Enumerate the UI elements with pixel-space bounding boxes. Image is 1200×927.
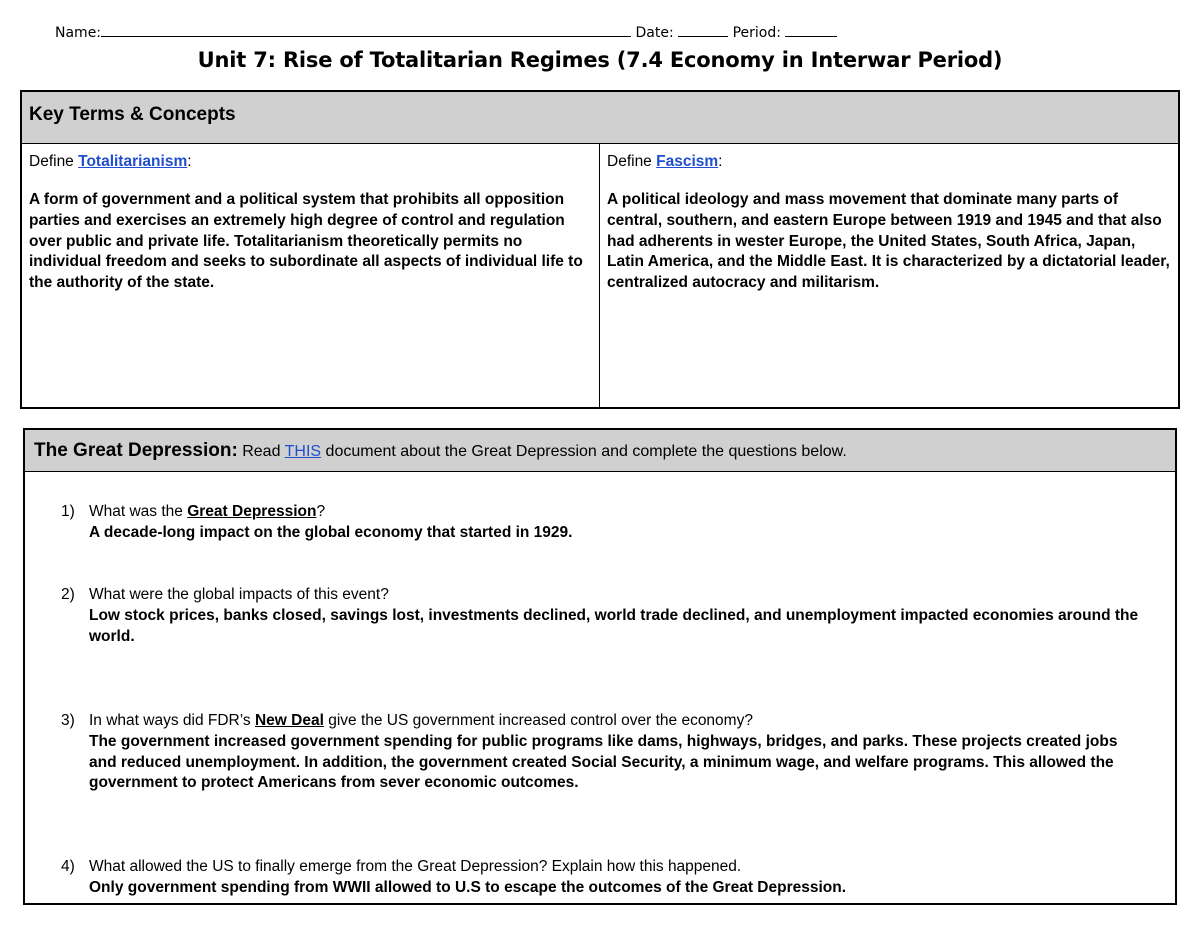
great-depression-header — [25, 430, 1175, 472]
this-document-link[interactable]: THIS — [284, 443, 322, 460]
question-1 — [61, 502, 1141, 544]
answer-text: A decade-long impact on the global economy that started in 1929. — [89, 523, 573, 541]
question-text — [89, 857, 1141, 878]
question-number: 2) — [61, 586, 75, 603]
student-info-line — [55, 22, 837, 41]
question-prefix: What were the global impacts of this event? — [89, 586, 389, 603]
great-depression-term: Great Depression — [187, 503, 317, 520]
answer-text: Only government spending from WWII allowed to U.S to escape the outcomes of the Great Depression. — [89, 878, 847, 896]
question-number: 1) — [61, 503, 75, 520]
question-suffix: give the US government increased control over the economy? — [323, 712, 753, 729]
question-text — [89, 585, 1141, 606]
page-title: Unit 7: Rise of Totalitarian Regimes (7.4 Economy in Interwar Period) — [197, 48, 1003, 72]
period-field[interactable] — [785, 22, 837, 37]
date-label: Date: — [635, 25, 674, 41]
totalitarianism-label — [29, 153, 592, 171]
question-text — [89, 502, 1141, 523]
answer-text: Low stock prices, banks closed, savings lost, investments declined, world trade declined, and unemployment impacted economies around the world. — [89, 606, 1139, 645]
fascism-label — [607, 153, 1171, 171]
great-depression-heading: The Great Depression: — [34, 440, 238, 461]
fascism-link[interactable]: Fascism — [656, 153, 719, 170]
new-deal-term: New Deal — [254, 712, 324, 729]
question-suffix: ? — [316, 503, 326, 520]
question-number: 3) — [61, 712, 75, 729]
date-field[interactable] — [678, 22, 728, 37]
instruction-suffix: document about the Great Depression and complete the questions below. — [321, 443, 847, 460]
fascism-definition: A political ideology and mass movement that dominate many parts of central, southern, and eastern Europe between 1919 and 1945 and that also had adherents in wester Europe, the United States, South Africa, Japan, Latin America, and the Middle East. It is characterized by a dictatorial leader, centralized autocracy and militarism. — [607, 191, 1170, 292]
question-4 — [61, 857, 1141, 899]
instruction-prefix: Read — [237, 443, 285, 460]
question-text — [89, 711, 1141, 732]
name-field[interactable] — [101, 22, 631, 37]
question-prefix: What was the — [89, 503, 188, 520]
question-2 — [61, 585, 1141, 647]
question-3 — [61, 711, 1141, 794]
question-prefix: In what ways did FDR’s — [89, 712, 255, 729]
period-label: Period: — [732, 25, 781, 41]
totalitarianism-cell — [22, 144, 600, 407]
totalitarianism-link[interactable]: Totalitarianism — [78, 153, 188, 170]
totalitarianism-definition: A form of government and a political system that prohibits all opposition parties and exercises an extremely high degree of control and regulation over public and private life. Totalitarianism theoretically permits no individual freedom and seeks to subordinate all aspects of individual life to the authority of the state. — [29, 191, 583, 292]
define-suffix: : — [187, 153, 192, 170]
fascism-cell — [600, 144, 1178, 407]
key-terms-columns — [22, 144, 1178, 407]
great-depression-box — [23, 428, 1177, 905]
define-prefix: Define — [607, 153, 657, 170]
question-prefix: What allowed the US to finally emerge from the Great Depression? Explain how this happened. — [89, 858, 742, 875]
name-label: Name: — [55, 25, 102, 41]
question-number: 4) — [61, 858, 75, 875]
answer-text: The government increased government spending for public programs like dams, highways, bridges, and parks. These projects created jobs and reduced unemployment. In addition, the government created Social Security, a minimum wage, and welfare programs. This allowed the government to protect Americans from sever economic outcomes. — [89, 732, 1118, 792]
define-prefix: Define — [29, 153, 79, 170]
define-suffix: : — [718, 153, 723, 170]
key-terms-heading: Key Terms & Concepts — [22, 92, 1178, 144]
key-terms-box — [20, 90, 1180, 409]
